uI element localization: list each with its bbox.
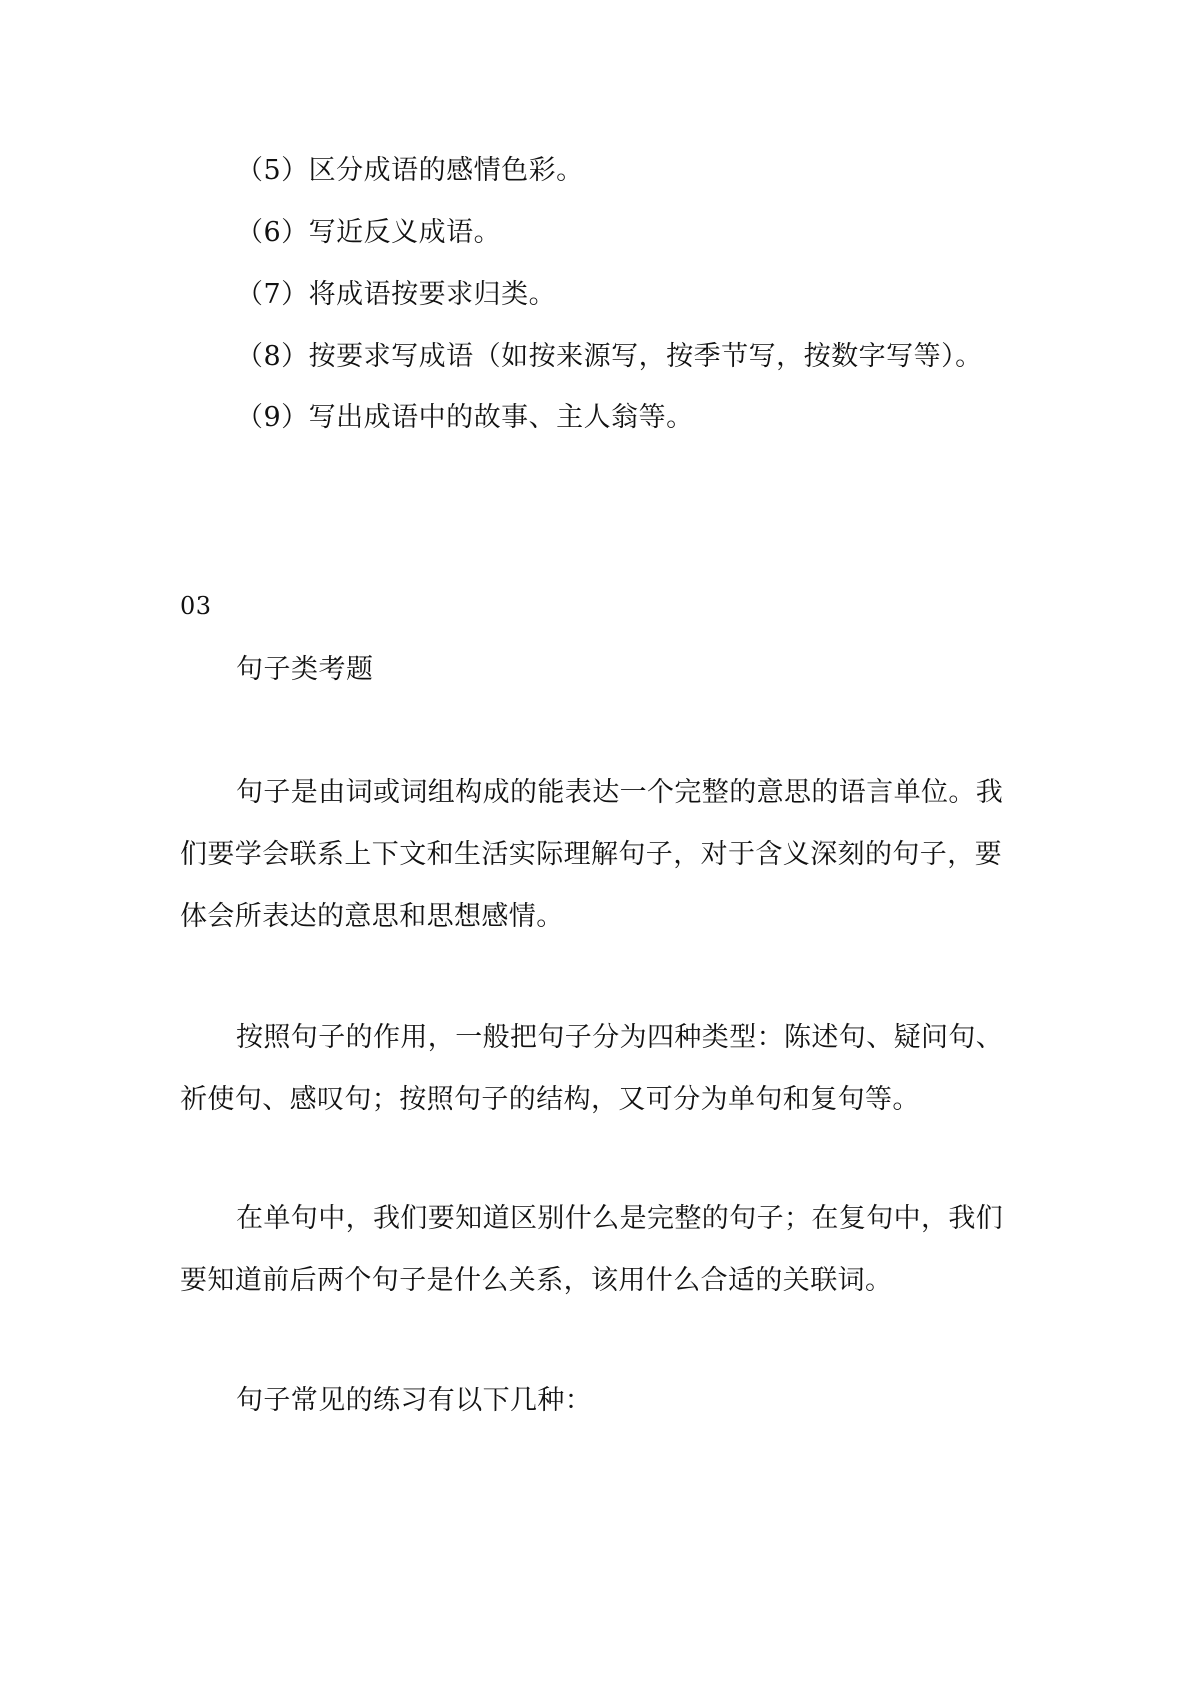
list-item: （7）将成语按要求归类。	[236, 279, 557, 310]
paragraph: 按照句子的作用，一般把句子分为四种类型：陈述句、疑问句、祈使句、感叹句；按照句子的结构，又可分为单句和复句等。	[180, 1022, 1004, 1115]
list-item: （8）按要求写成语（如按来源写，按季节写，按数字写等）。	[236, 341, 983, 372]
list-item: （6）写近反义成语。	[236, 217, 502, 248]
list-item: （5）区分成语的感情色彩。	[236, 155, 584, 186]
section-number: 03	[180, 592, 212, 620]
paragraph: 句子常见的练习有以下几种：	[236, 1385, 593, 1416]
list-item: （9）写出成语中的故事、主人翁等。	[236, 402, 694, 433]
paragraph: 在单句中，我们要知道区别什么是完整的句子；在复句中，我们要知道前后两个句子是什么关系，该用什么合适的关联词。	[180, 1203, 1004, 1296]
section-heading: 句子类考题	[236, 654, 374, 685]
paragraph: 句子是由词或词组构成的能表达一个完整的意思的语言单位。我们要学会联系上下文和生活实际理解句子，对于含义深刻的句子，要体会所表达的意思和思想感情。	[180, 777, 1004, 932]
